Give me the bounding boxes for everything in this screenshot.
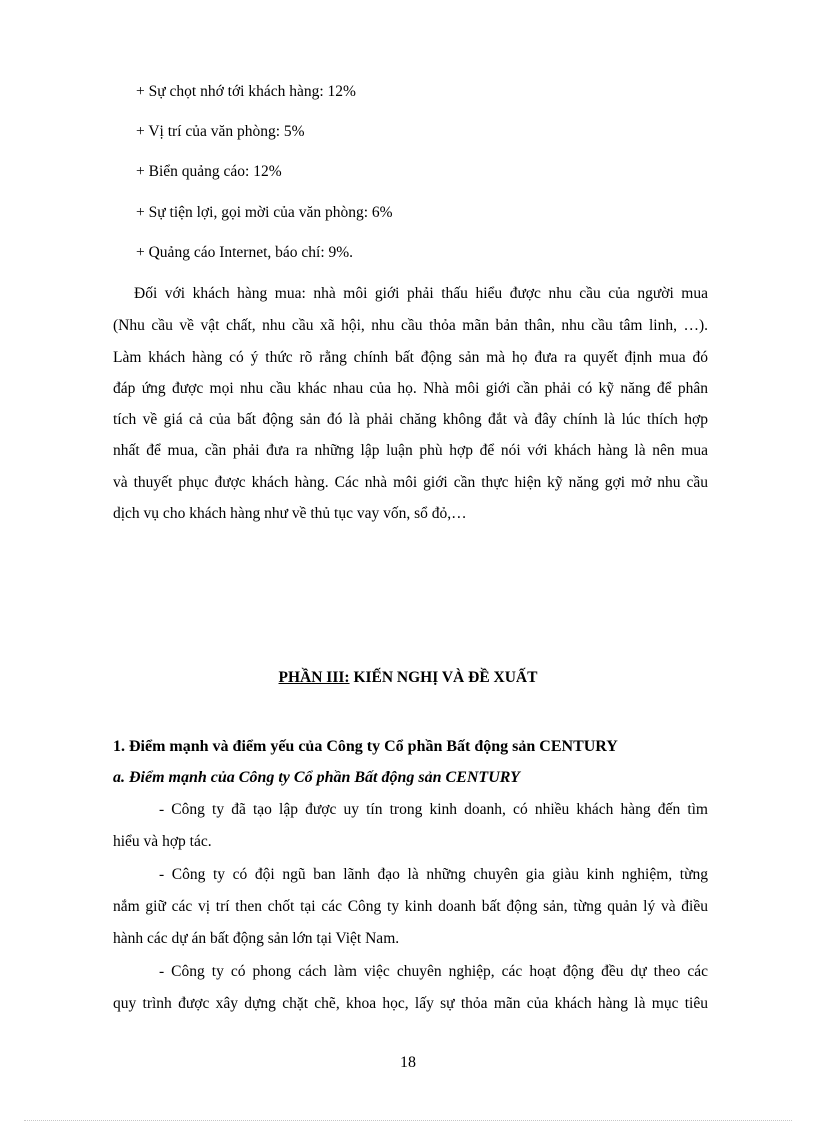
strength-professional-line-2: quy trình được xây dựng chặt chẽ, khoa học, lấy sự thỏa mãn của khách hàng là mục tiêu <box>113 995 708 1012</box>
strength-reputation-line-1: - Công ty đã tạo lập được uy tín trong kinh doanh, có nhiều khách hàng đến tìm <box>159 801 708 818</box>
buyer-paragraph-line-2: (Nhu cầu về vật chất, nhu cầu xã hội, nhu cầu thỏa mãn bản thân, nhu cầu tâm linh, …). <box>113 317 708 334</box>
buyer-paragraph-line-4: đáp ứng được mọi nhu cầu khác nhau của họ. Nhà môi giới cần phải có kỹ năng để phân <box>113 380 708 397</box>
bullet-billboard: + Biển quảng cáo: 12% <box>136 163 282 180</box>
page-bottom-divider <box>24 1120 792 1121</box>
strength-leadership-line-3: hành các dự án bất động sản lớn tại Việt Nam. <box>113 930 400 947</box>
buyer-paragraph-line-7: và thuyết phục được khách hàng. Các nhà môi giới cần thực hiện kỹ năng gợi mở nhu cầu <box>113 474 708 491</box>
strength-leadership-line-2: nắm giữ các vị trí then chốt tại các Công ty kinh doanh bất động sản, từng quản lý và điều <box>113 898 708 915</box>
strength-reputation-line-2: hiểu và hợp tác. <box>113 833 212 850</box>
section-part-title: KIẾN NGHỊ VÀ ĐỀ XUẤT <box>349 669 538 686</box>
heading-strengths: a. Điểm mạnh của Công ty Cổ phần Bất động sản CENTURY <box>113 769 520 786</box>
bullet-reminder: + Sự chọt nhớ tới khách hàng: 12% <box>136 83 356 100</box>
section-heading <box>0 668 816 688</box>
strength-leadership-line-1: - Công ty có đội ngũ ban lãnh đạo là những chuyên gia giàu kinh nghiệm, từng <box>159 866 708 883</box>
section-part-label: PHẦN III: <box>278 669 350 686</box>
bullet-internet-ads: + Quảng cáo Internet, báo chí: 9%. <box>136 244 354 261</box>
bullet-office-location: + Vị trí của văn phòng: 5% <box>136 123 305 140</box>
buyer-paragraph-line-1: Đối với khách hàng mua: nhà môi giới phải thấu hiểu được nhu cầu của người mua <box>134 285 708 302</box>
buyer-paragraph-line-6: nhất để mua, cần phải đưa ra những lập luận phù hợp để nói với khách hàng là nên mua <box>113 442 708 459</box>
buyer-paragraph-line-8: dịch vụ cho khách hàng như về thủ tục vay vốn, sổ đỏ,… <box>113 505 467 522</box>
buyer-paragraph-line-5: tích về giá cả của bất động sản đó là phải chăng không đắt và đây chính là lúc thích hợp <box>113 411 708 428</box>
strength-professional-line-1: - Công ty có phong cách làm việc chuyên nghiệp, các hoạt động đều dự theo các <box>159 963 708 980</box>
bullet-convenience: + Sự tiện lợi, gọi mời của văn phòng: 6% <box>136 204 393 221</box>
buyer-paragraph-line-3: Làm khách hàng có ý thức rõ rằng chính bất động sản mà họ đưa ra quyết định mua đó <box>113 349 708 366</box>
page-number: 18 <box>400 1054 416 1071</box>
heading-strengths-weaknesses: 1. Điểm mạnh và điểm yếu của Công ty Cổ phần Bất động sản CENTURY <box>113 738 618 755</box>
